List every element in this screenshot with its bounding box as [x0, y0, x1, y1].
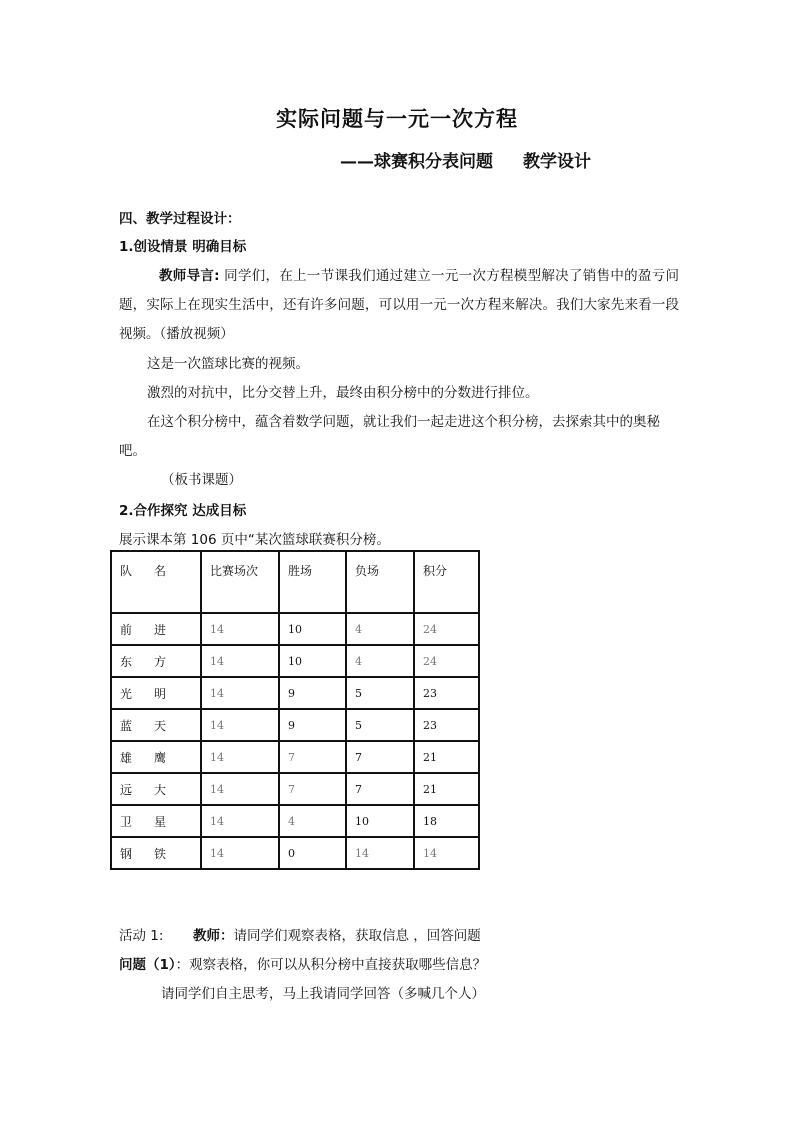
- cell: 14: [346, 837, 414, 869]
- team-cell: 光明: [111, 677, 201, 709]
- cell: 14: [201, 805, 279, 837]
- board-note: （板书课题）: [161, 472, 242, 488]
- header-cell: 积分: [414, 551, 479, 613]
- section-heading-process: 四、教学过程设计：: [119, 211, 241, 227]
- activity-line: [119, 922, 481, 951]
- page-subtitle: [340, 147, 591, 172]
- cell: 18: [414, 805, 479, 837]
- body-line: 吧。: [119, 443, 146, 459]
- team-cell: 蓝天: [111, 709, 201, 741]
- cell: 7: [279, 773, 346, 805]
- table-row: [111, 837, 479, 869]
- cell: 14: [201, 837, 279, 869]
- cell: 14: [201, 613, 279, 645]
- team-cell: 东方: [111, 645, 201, 677]
- cell: 4: [346, 613, 414, 645]
- table-caption: 展示课本第 106 页中“某次篮球联赛积分榜。: [119, 532, 390, 548]
- cell: 23: [414, 677, 479, 709]
- activity-text: 请同学们观察表格，获取信息 ，回答问题: [233, 928, 481, 944]
- team-cell: 远大: [111, 773, 201, 805]
- header-cell: 队名: [111, 551, 201, 613]
- table-row: [111, 773, 479, 805]
- activity-label: 活动 1:: [119, 928, 164, 944]
- cell: 4: [279, 805, 346, 837]
- intro-paragraph: [119, 262, 679, 349]
- question-line: [119, 951, 486, 980]
- cell: 14: [201, 773, 279, 805]
- cell: 21: [414, 773, 479, 805]
- body-line: 这是一次篮球比赛的视频。: [147, 356, 309, 372]
- cell: 14: [201, 741, 279, 773]
- cell: 9: [279, 709, 346, 741]
- subtitle-prefix: ——球赛积分表问题: [340, 152, 493, 172]
- team-cell: 卫星: [111, 805, 201, 837]
- standings-table: [110, 550, 480, 870]
- body-line: 在这个积分榜中，蕴含着数学问题，就让我们一起走进这个积分榜，去探索其中的奥秘: [147, 414, 660, 430]
- subtitle-suffix: 教学设计: [523, 152, 591, 172]
- table-row: [111, 613, 479, 645]
- header-cell: 胜场: [279, 551, 346, 613]
- table-row: [111, 741, 479, 773]
- cell: 14: [414, 837, 479, 869]
- cell: 10: [279, 613, 346, 645]
- cell: 9: [279, 677, 346, 709]
- team-cell: 前进: [111, 613, 201, 645]
- cell: 5: [346, 677, 414, 709]
- cell: 7: [279, 741, 346, 773]
- table-row: [111, 709, 479, 741]
- table-row: [111, 645, 479, 677]
- cell: 10: [279, 645, 346, 677]
- header-cell: 比赛场次: [201, 551, 279, 613]
- teacher-label: 教师：: [193, 928, 234, 944]
- section-heading-scenario: 1.创设情景 明确目标: [119, 239, 247, 255]
- cell: 7: [346, 741, 414, 773]
- cell: 24: [414, 645, 479, 677]
- intro-text: 同学们，在上一节课我们通过建立一元一次方程模型解决了销售中的盈亏问题，实际上在现实生活中，还有许多问题，可以用一元一次方程来解决。我们大家先来看一段视频。（播放视频）: [119, 268, 679, 342]
- cell: 14: [201, 677, 279, 709]
- cell: 10: [346, 805, 414, 837]
- table-header-row: [111, 551, 479, 613]
- intro-label: 教师导言:: [159, 268, 220, 284]
- table-row: [111, 805, 479, 837]
- question-label: 问题（1）: [119, 957, 176, 973]
- question-text: ：观察表格，你可以从积分榜中直接获取哪些信息？: [175, 957, 487, 973]
- cell: 24: [414, 613, 479, 645]
- section-heading-explore: 2.合作探究 达成目标: [119, 503, 247, 519]
- team-cell: 雄鹰: [111, 741, 201, 773]
- cell: 0: [279, 837, 346, 869]
- cell: 14: [201, 645, 279, 677]
- cell: 7: [346, 773, 414, 805]
- team-cell: 钢铁: [111, 837, 201, 869]
- cell: 23: [414, 709, 479, 741]
- hint-line: 请同学们自主思考，马上我请同学回答（多喊几个人）: [161, 986, 485, 1002]
- header-cell: 负场: [346, 551, 414, 613]
- cell: 5: [346, 709, 414, 741]
- page-title: 实际问题与一元一次方程: [276, 107, 518, 131]
- table-row: [111, 677, 479, 709]
- cell: 21: [414, 741, 479, 773]
- body-line: 激烈的对抗中，比分交替上升，最终由积分榜中的分数进行排位。: [147, 385, 539, 401]
- cell: 14: [201, 709, 279, 741]
- cell: 4: [346, 645, 414, 677]
